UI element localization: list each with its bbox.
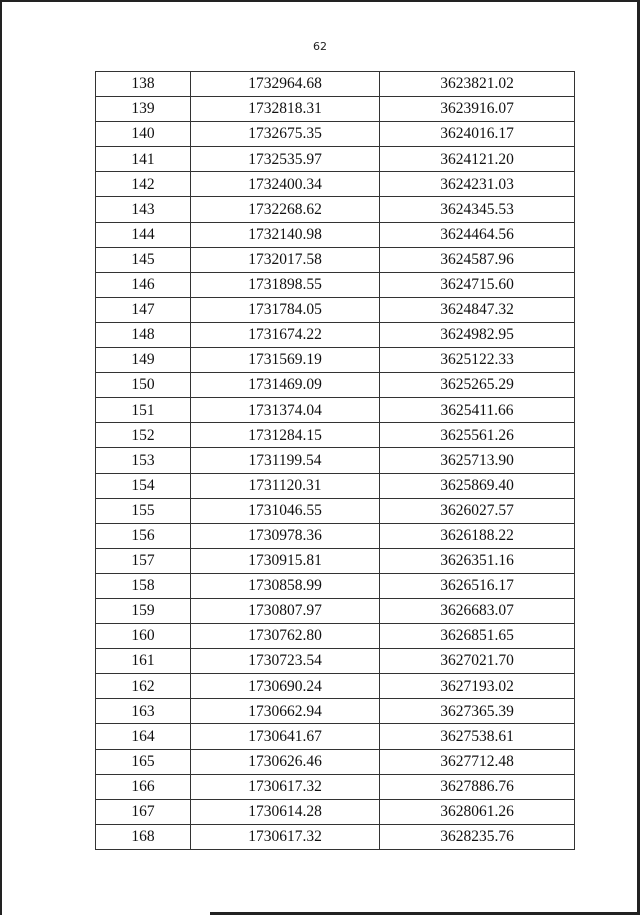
x-coordinate: 1731199.54 xyxy=(191,448,380,473)
point-number: 166 xyxy=(96,774,191,799)
x-coordinate: 1730807.97 xyxy=(191,598,380,623)
y-coordinate: 3628235.76 xyxy=(380,824,575,849)
table-row xyxy=(96,674,575,699)
table-row xyxy=(96,297,575,322)
point-number: 155 xyxy=(96,498,191,523)
table-row xyxy=(96,799,575,824)
point-number: 165 xyxy=(96,749,191,774)
point-number: 144 xyxy=(96,222,191,247)
point-number: 145 xyxy=(96,247,191,272)
table-row xyxy=(96,322,575,347)
x-coordinate: 1730641.67 xyxy=(191,724,380,749)
point-number: 142 xyxy=(96,172,191,197)
point-number: 139 xyxy=(96,97,191,122)
x-coordinate: 1730723.54 xyxy=(191,649,380,674)
x-coordinate: 1732140.98 xyxy=(191,222,380,247)
table-row xyxy=(96,498,575,523)
point-number: 147 xyxy=(96,297,191,322)
table-row xyxy=(96,473,575,498)
coordinates-table xyxy=(95,71,575,850)
y-coordinate: 3624715.60 xyxy=(380,272,575,297)
table-row xyxy=(96,172,575,197)
x-coordinate: 1731569.19 xyxy=(191,348,380,373)
page-number: 62 xyxy=(313,40,327,53)
point-number: 138 xyxy=(96,72,191,97)
x-coordinate: 1730662.94 xyxy=(191,699,380,724)
table-row xyxy=(96,97,575,122)
y-coordinate: 3626516.17 xyxy=(380,573,575,598)
table-row xyxy=(96,573,575,598)
x-coordinate: 1731120.31 xyxy=(191,473,380,498)
table-row xyxy=(96,122,575,147)
y-coordinate: 3624464.56 xyxy=(380,222,575,247)
point-number: 167 xyxy=(96,799,191,824)
y-coordinate: 3626188.22 xyxy=(380,523,575,548)
point-number: 168 xyxy=(96,824,191,849)
x-coordinate: 1730858.99 xyxy=(191,573,380,598)
x-coordinate: 1731374.04 xyxy=(191,398,380,423)
y-coordinate: 3626027.57 xyxy=(380,498,575,523)
point-number: 160 xyxy=(96,624,191,649)
y-coordinate: 3628061.26 xyxy=(380,799,575,824)
table-row xyxy=(96,222,575,247)
point-number: 140 xyxy=(96,122,191,147)
table-row xyxy=(96,749,575,774)
x-coordinate: 1731469.09 xyxy=(191,373,380,398)
y-coordinate: 3624587.96 xyxy=(380,247,575,272)
y-coordinate: 3626683.07 xyxy=(380,598,575,623)
point-number: 154 xyxy=(96,473,191,498)
x-coordinate: 1732017.58 xyxy=(191,247,380,272)
y-coordinate: 3625713.90 xyxy=(380,448,575,473)
point-number: 149 xyxy=(96,348,191,373)
point-number: 152 xyxy=(96,423,191,448)
point-number: 162 xyxy=(96,674,191,699)
x-coordinate: 1732535.97 xyxy=(191,147,380,172)
y-coordinate: 3627365.39 xyxy=(380,699,575,724)
x-coordinate: 1730690.24 xyxy=(191,674,380,699)
table-row xyxy=(96,548,575,573)
y-coordinate: 3624231.03 xyxy=(380,172,575,197)
x-coordinate: 1730626.46 xyxy=(191,749,380,774)
table-row xyxy=(96,272,575,297)
y-coordinate: 3626351.16 xyxy=(380,548,575,573)
table-row xyxy=(96,699,575,724)
y-coordinate: 3625265.29 xyxy=(380,373,575,398)
y-coordinate: 3627538.61 xyxy=(380,724,575,749)
table-row xyxy=(96,72,575,97)
point-number: 151 xyxy=(96,398,191,423)
point-number: 157 xyxy=(96,548,191,573)
point-number: 164 xyxy=(96,724,191,749)
page-border-left xyxy=(0,0,2,915)
table-row xyxy=(96,523,575,548)
y-coordinate: 3626851.65 xyxy=(380,624,575,649)
y-coordinate: 3625122.33 xyxy=(380,348,575,373)
y-coordinate: 3623821.02 xyxy=(380,72,575,97)
coordinates-table-body xyxy=(96,72,575,850)
table-row xyxy=(96,774,575,799)
y-coordinate: 3627712.48 xyxy=(380,749,575,774)
point-number: 163 xyxy=(96,699,191,724)
y-coordinate: 3625411.66 xyxy=(380,398,575,423)
table-row xyxy=(96,624,575,649)
table-row xyxy=(96,373,575,398)
y-coordinate: 3624847.32 xyxy=(380,297,575,322)
page-border-top xyxy=(0,0,640,2)
y-coordinate: 3624982.95 xyxy=(380,322,575,347)
x-coordinate: 1730614.28 xyxy=(191,799,380,824)
y-coordinate: 3627193.02 xyxy=(380,674,575,699)
x-coordinate: 1731284.15 xyxy=(191,423,380,448)
x-coordinate: 1730617.32 xyxy=(191,774,380,799)
table-row xyxy=(96,398,575,423)
table-row xyxy=(96,197,575,222)
x-coordinate: 1731674.22 xyxy=(191,322,380,347)
y-coordinate: 3624121.20 xyxy=(380,147,575,172)
point-number: 158 xyxy=(96,573,191,598)
table-row xyxy=(96,448,575,473)
table-row xyxy=(96,423,575,448)
point-number: 150 xyxy=(96,373,191,398)
y-coordinate: 3627021.70 xyxy=(380,649,575,674)
x-coordinate: 1731046.55 xyxy=(191,498,380,523)
point-number: 148 xyxy=(96,322,191,347)
x-coordinate: 1732400.34 xyxy=(191,172,380,197)
point-number: 153 xyxy=(96,448,191,473)
x-coordinate: 1730617.32 xyxy=(191,824,380,849)
table-row xyxy=(96,348,575,373)
table-row xyxy=(96,724,575,749)
point-number: 146 xyxy=(96,272,191,297)
y-coordinate: 3624016.17 xyxy=(380,122,575,147)
table-row xyxy=(96,598,575,623)
y-coordinate: 3627886.76 xyxy=(380,774,575,799)
point-number: 143 xyxy=(96,197,191,222)
point-number: 156 xyxy=(96,523,191,548)
x-coordinate: 1732818.31 xyxy=(191,97,380,122)
y-coordinate: 3625869.40 xyxy=(380,473,575,498)
x-coordinate: 1732675.35 xyxy=(191,122,380,147)
x-coordinate: 1730978.36 xyxy=(191,523,380,548)
y-coordinate: 3625561.26 xyxy=(380,423,575,448)
y-coordinate: 3624345.53 xyxy=(380,197,575,222)
x-coordinate: 1732268.62 xyxy=(191,197,380,222)
x-coordinate: 1732964.68 xyxy=(191,72,380,97)
table-row xyxy=(96,147,575,172)
table-row xyxy=(96,824,575,849)
y-coordinate: 3623916.07 xyxy=(380,97,575,122)
x-coordinate: 1730915.81 xyxy=(191,548,380,573)
x-coordinate: 1731898.55 xyxy=(191,272,380,297)
table-row xyxy=(96,649,575,674)
point-number: 159 xyxy=(96,598,191,623)
x-coordinate: 1730762.80 xyxy=(191,624,380,649)
point-number: 161 xyxy=(96,649,191,674)
table-row xyxy=(96,247,575,272)
point-number: 141 xyxy=(96,147,191,172)
x-coordinate: 1731784.05 xyxy=(191,297,380,322)
